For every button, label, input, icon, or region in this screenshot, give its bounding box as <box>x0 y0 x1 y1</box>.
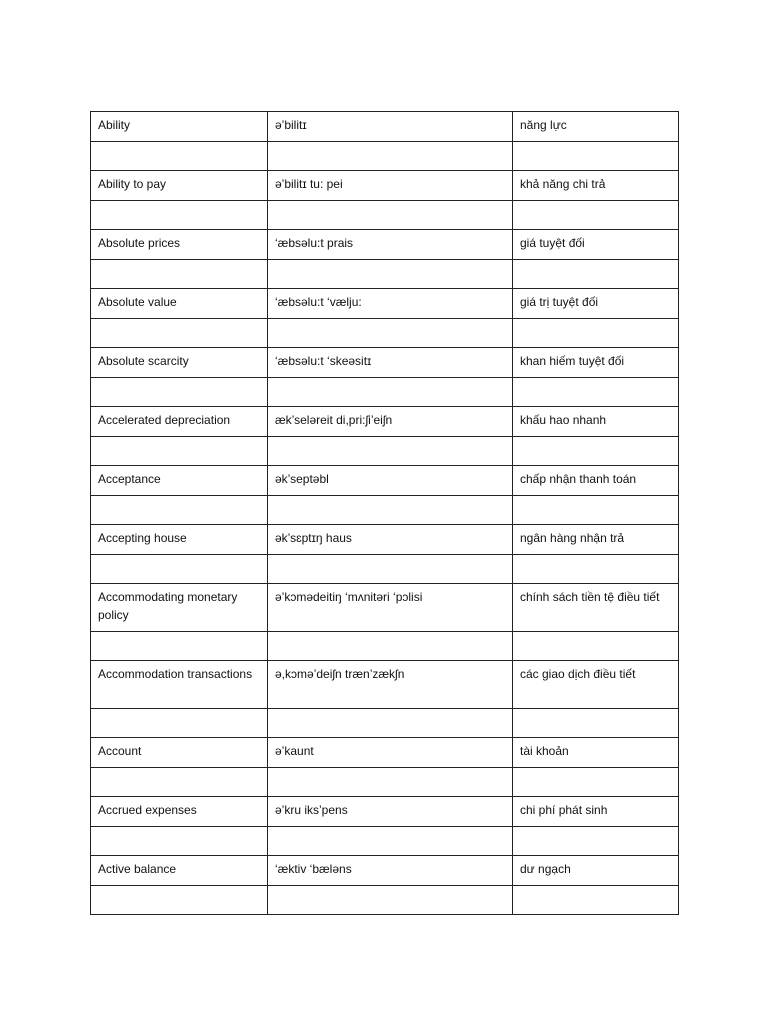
table-row <box>91 738 679 768</box>
table-row <box>91 289 679 319</box>
table-row <box>91 525 679 555</box>
empty-cell <box>513 260 679 289</box>
spacer-row <box>91 555 679 584</box>
term-cell: Ability <box>91 112 268 142</box>
term-cell: Accommodating monetary policy <box>91 584 268 632</box>
empty-cell <box>513 827 679 856</box>
meaning-cell: khan hiếm tuyệt đối <box>513 348 679 378</box>
empty-cell <box>513 632 679 661</box>
glossary-body <box>91 112 679 915</box>
pronunciation-cell: ə’kru iks’pens <box>268 797 513 827</box>
spacer-row <box>91 632 679 661</box>
spacer-row <box>91 496 679 525</box>
pronunciation-cell: ‘æktiv ‘bæləns <box>268 856 513 886</box>
meaning-cell: các giao dịch điều tiết <box>513 661 679 709</box>
empty-cell <box>91 260 268 289</box>
spacer-row <box>91 378 679 407</box>
term-cell: Ability to pay <box>91 171 268 201</box>
empty-cell <box>268 555 513 584</box>
empty-cell <box>513 142 679 171</box>
empty-cell <box>268 319 513 348</box>
pronunciation-cell: ək’septəbl <box>268 466 513 496</box>
empty-cell <box>268 201 513 230</box>
term-cell: Active balance <box>91 856 268 886</box>
term-cell: Absolute value <box>91 289 268 319</box>
pronunciation-cell: ə’bilitɪ tu: pei <box>268 171 513 201</box>
pronunciation-cell: ‘æbsəlu:t ‘vælju: <box>268 289 513 319</box>
table-row <box>91 348 679 378</box>
empty-cell <box>513 555 679 584</box>
table-row <box>91 112 679 142</box>
pronunciation-cell: ə,kɔmə’deiʃn træn’zækʃn <box>268 661 513 709</box>
empty-cell <box>513 886 679 915</box>
table-row <box>91 661 679 709</box>
table-row <box>91 407 679 437</box>
empty-cell <box>268 632 513 661</box>
empty-cell <box>513 709 679 738</box>
table-row <box>91 797 679 827</box>
empty-cell <box>268 496 513 525</box>
empty-cell <box>268 378 513 407</box>
pronunciation-cell: ə’kɔmədeitiŋ ‘mʌnitəri ‘pɔlisi <box>268 584 513 632</box>
empty-cell <box>268 768 513 797</box>
empty-cell <box>268 709 513 738</box>
spacer-row <box>91 142 679 171</box>
pronunciation-cell: æk’seləreit di,pri:ʃi’eiʃn <box>268 407 513 437</box>
spacer-row <box>91 827 679 856</box>
meaning-cell: giá trị tuyệt đối <box>513 289 679 319</box>
empty-cell <box>91 496 268 525</box>
pronunciation-cell: ə’kaunt <box>268 738 513 768</box>
empty-cell <box>268 142 513 171</box>
pronunciation-cell: ə’bilitɪ <box>268 112 513 142</box>
term-cell: Absolute scarcity <box>91 348 268 378</box>
empty-cell <box>91 886 268 915</box>
spacer-row <box>91 319 679 348</box>
empty-cell <box>268 827 513 856</box>
meaning-cell: dư ngạch <box>513 856 679 886</box>
spacer-row <box>91 201 679 230</box>
empty-cell <box>513 437 679 466</box>
spacer-row <box>91 768 679 797</box>
empty-cell <box>91 378 268 407</box>
term-cell: Account <box>91 738 268 768</box>
term-cell: Accommodation transactions <box>91 661 268 709</box>
term-cell: Absolute prices <box>91 230 268 260</box>
pronunciation-cell: ‘æbsəlu:t ‘skeəsitɪ <box>268 348 513 378</box>
table-row <box>91 856 679 886</box>
pronunciation-cell: ‘æbsəlu:t prais <box>268 230 513 260</box>
meaning-cell: tài khoản <box>513 738 679 768</box>
term-cell: Accelerated depreciation <box>91 407 268 437</box>
empty-cell <box>91 319 268 348</box>
meaning-cell: chi phí phát sinh <box>513 797 679 827</box>
term-cell: Accepting house <box>91 525 268 555</box>
empty-cell <box>513 496 679 525</box>
term-cell: Acceptance <box>91 466 268 496</box>
empty-cell <box>513 768 679 797</box>
empty-cell <box>268 886 513 915</box>
term-cell: Accrued expenses <box>91 797 268 827</box>
empty-cell <box>91 201 268 230</box>
empty-cell <box>91 142 268 171</box>
empty-cell <box>91 827 268 856</box>
meaning-cell: giá tuyệt đối <box>513 230 679 260</box>
glossary-table <box>90 111 679 915</box>
pronunciation-cell: ək’sɛptɪŋ haus <box>268 525 513 555</box>
empty-cell <box>91 768 268 797</box>
meaning-cell: khấu hao nhanh <box>513 407 679 437</box>
meaning-cell: chấp nhận thanh toán <box>513 466 679 496</box>
empty-cell <box>91 632 268 661</box>
empty-cell <box>268 437 513 466</box>
empty-cell <box>513 378 679 407</box>
empty-cell <box>91 437 268 466</box>
empty-cell <box>91 709 268 738</box>
empty-cell <box>91 555 268 584</box>
table-row <box>91 466 679 496</box>
table-row <box>91 230 679 260</box>
empty-cell <box>513 201 679 230</box>
spacer-row <box>91 709 679 738</box>
meaning-cell: chính sách tiền tệ điều tiết <box>513 584 679 632</box>
meaning-cell: ngân hàng nhận trả <box>513 525 679 555</box>
spacer-row <box>91 437 679 466</box>
empty-cell <box>268 260 513 289</box>
table-row <box>91 584 679 632</box>
spacer-row <box>91 886 679 915</box>
meaning-cell: khả năng chi trả <box>513 171 679 201</box>
table-row <box>91 171 679 201</box>
empty-cell <box>513 319 679 348</box>
spacer-row <box>91 260 679 289</box>
meaning-cell: năng lực <box>513 112 679 142</box>
